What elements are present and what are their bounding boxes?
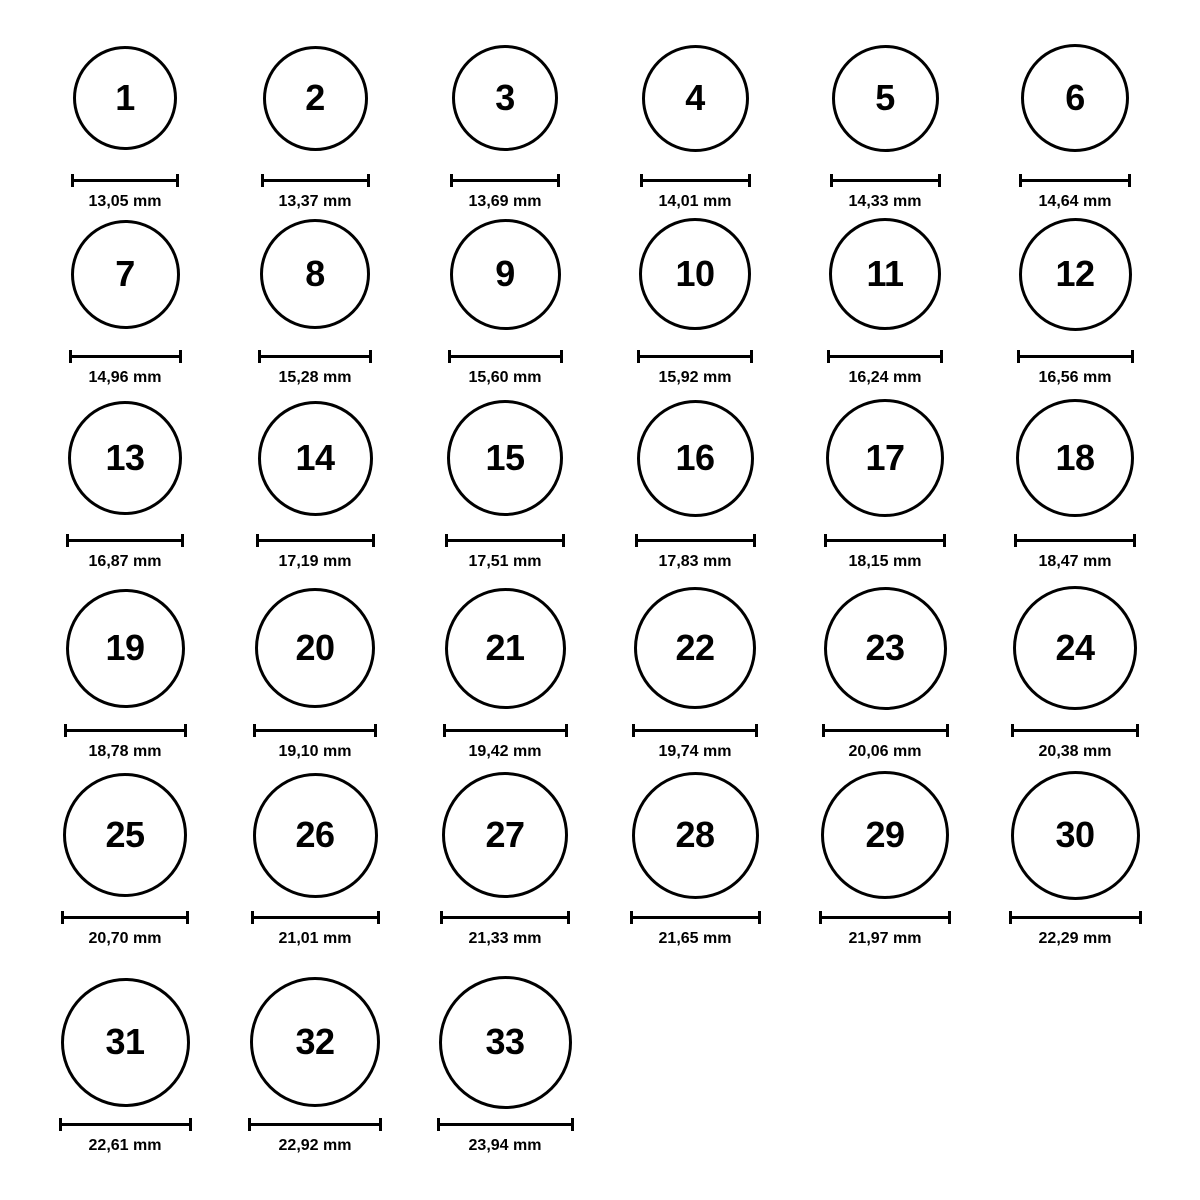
ring-circle-wrap xyxy=(1016,388,1134,528)
measure-cap-left xyxy=(258,350,261,363)
ring-circle xyxy=(632,772,759,899)
ring-circle-wrap xyxy=(68,388,182,528)
ring-size-cell xyxy=(790,28,980,210)
measure-line xyxy=(445,539,565,542)
ring-measure-bar xyxy=(437,1118,574,1130)
measure-line xyxy=(258,355,372,358)
ring-size-number: 23 xyxy=(865,627,905,668)
measure-line xyxy=(64,729,187,732)
measure-cap-left xyxy=(1014,534,1017,547)
ring-diameter-label: 22,92 mm xyxy=(278,1137,352,1154)
measure-cap-left xyxy=(437,1118,440,1131)
ring-diameter-label: 14,01 mm xyxy=(658,193,732,210)
ring-size-number: 26 xyxy=(295,814,335,855)
ring-measure-bar xyxy=(258,350,372,362)
ring-circle-wrap xyxy=(642,28,749,168)
measure-line xyxy=(71,179,179,182)
ring-diameter-label: 13,69 mm xyxy=(468,193,542,210)
ring-measure-bar xyxy=(1014,534,1136,546)
ring-size-number: 18 xyxy=(1055,437,1095,478)
ring-diameter-label: 14,33 mm xyxy=(848,193,922,210)
measure-cap-left xyxy=(1019,174,1022,187)
ring-circle-wrap xyxy=(637,388,754,528)
ring-measure-bar xyxy=(450,174,560,186)
ring-circle xyxy=(250,977,380,1107)
ring-measure-bar xyxy=(71,174,179,186)
ring-circle xyxy=(639,218,751,330)
measure-cap-right xyxy=(557,174,560,187)
measure-cap-right xyxy=(379,1118,382,1131)
measure-cap-left xyxy=(253,724,256,737)
ring-circle-wrap xyxy=(71,204,180,344)
ring-circle-wrap xyxy=(73,28,177,168)
measure-cap-left xyxy=(1017,350,1020,363)
measure-cap-left xyxy=(1011,724,1014,737)
ring-measure-bar xyxy=(1017,350,1134,362)
measure-cap-left xyxy=(822,724,825,737)
ring-diameter-label: 18,15 mm xyxy=(848,553,922,570)
measure-cap-left xyxy=(261,174,264,187)
measure-cap-right xyxy=(948,911,951,924)
measure-cap-right xyxy=(179,350,182,363)
measure-line xyxy=(450,179,560,182)
measure-cap-right xyxy=(758,911,761,924)
ring-size-cell xyxy=(410,972,600,1154)
measure-cap-right xyxy=(943,534,946,547)
measure-cap-left xyxy=(819,911,822,924)
ring-diameter-label: 21,33 mm xyxy=(468,930,542,947)
ring-circle xyxy=(73,46,177,150)
ring-circle-wrap xyxy=(66,578,185,718)
measure-cap-left xyxy=(632,724,635,737)
ring-diameter-label: 17,51 mm xyxy=(468,553,542,570)
ring-size-number: 3 xyxy=(495,77,515,118)
ring-circle xyxy=(263,46,368,151)
measure-line xyxy=(1019,179,1131,182)
ring-circle xyxy=(1011,771,1140,900)
ring-diameter-label: 14,96 mm xyxy=(88,369,162,386)
ring-circle-wrap xyxy=(821,765,949,905)
ring-circle-wrap xyxy=(263,28,368,168)
measure-cap-right xyxy=(750,350,753,363)
measure-line xyxy=(637,355,753,358)
ring-circle-wrap xyxy=(826,388,944,528)
measure-line xyxy=(640,179,751,182)
ring-diameter-label: 21,65 mm xyxy=(658,930,732,947)
ring-diameter-label: 18,78 mm xyxy=(88,743,162,760)
measure-cap-right xyxy=(176,174,179,187)
ring-circle xyxy=(824,587,947,710)
ring-circle xyxy=(61,978,190,1107)
measure-cap-left xyxy=(443,724,446,737)
ring-circle-wrap xyxy=(258,388,373,528)
ring-size-cell xyxy=(980,578,1170,760)
ring-circle-wrap xyxy=(832,28,939,168)
ring-circle xyxy=(634,587,756,709)
ring-diameter-label: 17,83 mm xyxy=(658,553,732,570)
ring-size-cell xyxy=(600,578,790,760)
ring-diameter-label: 21,01 mm xyxy=(278,930,352,947)
ring-measure-bar xyxy=(61,911,189,923)
ring-measure-bar xyxy=(66,534,184,546)
ring-circle-wrap xyxy=(447,388,563,528)
ring-diameter-label: 22,61 mm xyxy=(88,1137,162,1154)
ring-size-cell xyxy=(30,972,220,1154)
measure-cap-left xyxy=(635,534,638,547)
ring-circle-wrap xyxy=(829,204,941,344)
ring-circle-wrap xyxy=(61,972,190,1112)
ring-circle xyxy=(1016,399,1134,517)
ring-diameter-label: 20,06 mm xyxy=(848,743,922,760)
measure-cap-right xyxy=(372,534,375,547)
measure-line xyxy=(632,729,758,732)
ring-diameter-label: 16,56 mm xyxy=(1038,369,1112,386)
measure-line xyxy=(248,1123,382,1126)
ring-circle xyxy=(642,45,749,152)
ring-size-cell xyxy=(220,972,410,1154)
ring-size-number: 12 xyxy=(1055,253,1095,294)
ring-size-number: 2 xyxy=(305,77,325,118)
ring-diameter-label: 19,74 mm xyxy=(658,743,732,760)
ring-measure-bar xyxy=(1011,724,1139,736)
measure-cap-right xyxy=(189,1118,192,1131)
ring-circle-wrap xyxy=(1011,765,1140,905)
measure-cap-right xyxy=(181,534,184,547)
measure-cap-right xyxy=(560,350,563,363)
measure-line xyxy=(635,539,756,542)
ring-measure-bar xyxy=(445,534,565,546)
measure-line xyxy=(261,179,370,182)
ring-size-number: 31 xyxy=(105,1021,145,1062)
measure-cap-right xyxy=(748,174,751,187)
ring-measure-bar xyxy=(827,350,943,362)
ring-diameter-label: 19,42 mm xyxy=(468,743,542,760)
ring-size-cell xyxy=(980,28,1170,210)
measure-line xyxy=(630,916,761,919)
ring-measure-bar xyxy=(1019,174,1131,186)
measure-line xyxy=(59,1123,192,1126)
ring-circle xyxy=(832,45,939,152)
measure-cap-right xyxy=(1128,174,1131,187)
ring-size-cell xyxy=(980,765,1170,947)
ring-size-cell xyxy=(980,204,1170,386)
measure-line xyxy=(1009,916,1142,919)
measure-cap-left xyxy=(256,534,259,547)
measure-cap-left xyxy=(830,174,833,187)
measure-cap-right xyxy=(1133,534,1136,547)
ring-measure-bar xyxy=(630,911,761,923)
measure-line xyxy=(448,355,563,358)
measure-cap-left xyxy=(827,350,830,363)
ring-size-number: 20 xyxy=(295,627,335,668)
measure-cap-right xyxy=(938,174,941,187)
ring-circle xyxy=(637,400,754,517)
ring-size-number: 28 xyxy=(675,814,715,855)
ring-size-number: 5 xyxy=(875,77,895,118)
measure-cap-right xyxy=(753,534,756,547)
ring-size-cell xyxy=(410,388,600,570)
ring-measure-bar xyxy=(59,1118,192,1130)
ring-size-number: 17 xyxy=(865,437,905,478)
ring-size-number: 25 xyxy=(105,814,145,855)
ring-circle-wrap xyxy=(445,578,566,718)
ring-diameter-label: 20,38 mm xyxy=(1038,743,1112,760)
ring-circle xyxy=(258,401,373,516)
measure-line xyxy=(819,916,951,919)
ring-circle-wrap xyxy=(639,204,751,344)
ring-diameter-label: 19,10 mm xyxy=(278,743,352,760)
measure-cap-left xyxy=(1009,911,1012,924)
ring-size-cell xyxy=(790,578,980,760)
ring-measure-bar xyxy=(261,174,370,186)
ring-measure-bar xyxy=(632,724,758,736)
ring-measure-bar xyxy=(69,350,182,362)
ring-size-number: 24 xyxy=(1055,627,1095,668)
ring-measure-bar xyxy=(256,534,375,546)
ring-diameter-label: 20,70 mm xyxy=(88,930,162,947)
ring-measure-bar xyxy=(1009,911,1142,923)
measure-line xyxy=(66,539,184,542)
measure-cap-left xyxy=(824,534,827,547)
ring-measure-bar xyxy=(253,724,377,736)
measure-cap-right xyxy=(1131,350,1134,363)
measure-line xyxy=(440,916,570,919)
ring-size-cell xyxy=(30,204,220,386)
measure-cap-left xyxy=(630,911,633,924)
ring-diameter-label: 15,28 mm xyxy=(278,369,352,386)
ring-measure-bar xyxy=(248,1118,382,1130)
measure-cap-right xyxy=(562,534,565,547)
ring-size-number: 32 xyxy=(295,1021,335,1062)
ring-circle-wrap xyxy=(63,765,187,905)
ring-measure-bar xyxy=(824,534,946,546)
ring-diameter-label: 16,24 mm xyxy=(848,369,922,386)
ring-circle xyxy=(826,399,944,517)
ring-circle-wrap xyxy=(250,972,380,1112)
ring-diameter-label: 23,94 mm xyxy=(468,1137,542,1154)
measure-cap-left xyxy=(64,724,67,737)
ring-circle xyxy=(450,219,561,330)
measure-cap-left xyxy=(440,911,443,924)
ring-size-number: 14 xyxy=(295,437,335,478)
ring-diameter-label: 18,47 mm xyxy=(1038,553,1112,570)
ring-circle xyxy=(1019,218,1132,331)
ring-size-number: 21 xyxy=(485,627,525,668)
measure-cap-left xyxy=(248,1118,251,1131)
ring-size-cell xyxy=(220,388,410,570)
measure-line xyxy=(443,729,568,732)
ring-size-number: 27 xyxy=(485,814,525,855)
ring-size-cell xyxy=(30,765,220,947)
ring-size-number: 8 xyxy=(305,253,325,294)
ring-measure-bar xyxy=(635,534,756,546)
ring-circle xyxy=(829,218,941,330)
ring-circle-wrap xyxy=(1013,578,1137,718)
ring-size-cell xyxy=(980,388,1170,570)
ring-size-cell xyxy=(410,204,600,386)
ring-size-cell xyxy=(220,28,410,210)
ring-circle xyxy=(447,400,563,516)
measure-cap-left xyxy=(450,174,453,187)
measure-cap-left xyxy=(640,174,643,187)
ring-size-cell xyxy=(600,204,790,386)
ring-size-cell xyxy=(220,578,410,760)
ring-circle xyxy=(1013,586,1137,710)
ring-circle xyxy=(821,771,949,899)
measure-cap-right xyxy=(369,350,372,363)
ring-circle xyxy=(445,588,566,709)
ring-circle xyxy=(452,45,558,151)
ring-circle xyxy=(260,219,370,329)
ring-size-cell xyxy=(410,578,600,760)
ring-size-cell xyxy=(220,765,410,947)
ring-circle xyxy=(63,773,187,897)
ring-size-cell xyxy=(410,765,600,947)
ring-size-cell xyxy=(790,765,980,947)
measure-line xyxy=(1014,539,1136,542)
ring-circle xyxy=(71,220,180,329)
ring-size-number: 30 xyxy=(1055,814,1095,855)
ring-size-cell xyxy=(30,578,220,760)
ring-measure-bar xyxy=(822,724,949,736)
ring-size-number: 15 xyxy=(485,437,525,478)
ring-circle-wrap xyxy=(439,972,572,1112)
measure-cap-right xyxy=(571,1118,574,1131)
measure-cap-left xyxy=(448,350,451,363)
measure-cap-right xyxy=(184,724,187,737)
ring-circle xyxy=(439,976,572,1109)
ring-circle xyxy=(255,588,375,708)
measure-cap-left xyxy=(445,534,448,547)
measure-line xyxy=(69,355,182,358)
measure-cap-right xyxy=(567,911,570,924)
ring-measure-bar xyxy=(830,174,941,186)
measure-line xyxy=(824,539,946,542)
measure-line xyxy=(251,916,380,919)
ring-measure-bar xyxy=(440,911,570,923)
measure-line xyxy=(256,539,375,542)
ring-size-number: 10 xyxy=(675,253,715,294)
ring-size-number: 33 xyxy=(485,1021,525,1062)
ring-diameter-label: 13,05 mm xyxy=(88,193,162,210)
ring-size-number: 4 xyxy=(685,77,705,118)
measure-cap-left xyxy=(71,174,74,187)
ring-circle-wrap xyxy=(452,28,558,168)
ring-size-cell xyxy=(790,204,980,386)
ring-size-number: 9 xyxy=(495,253,515,294)
measure-cap-left xyxy=(69,350,72,363)
ring-circle-wrap xyxy=(632,765,759,905)
ring-circle xyxy=(1021,44,1129,152)
measure-cap-left xyxy=(59,1118,62,1131)
measure-cap-right xyxy=(377,911,380,924)
ring-size-cell xyxy=(600,388,790,570)
ring-circle-wrap xyxy=(260,204,370,344)
ring-circle-wrap xyxy=(824,578,947,718)
ring-circle xyxy=(442,772,568,898)
measure-cap-right xyxy=(1136,724,1139,737)
ring-size-cell xyxy=(410,28,600,210)
ring-measure-bar xyxy=(251,911,380,923)
ring-size-number: 29 xyxy=(865,814,905,855)
ring-diameter-label: 14,64 mm xyxy=(1038,193,1112,210)
measure-cap-right xyxy=(755,724,758,737)
ring-size-cell xyxy=(600,28,790,210)
ring-measure-bar xyxy=(640,174,751,186)
ring-size-number: 22 xyxy=(675,627,715,668)
ring-circle xyxy=(253,773,378,898)
ring-circle xyxy=(66,589,185,708)
measure-cap-right xyxy=(374,724,377,737)
ring-measure-bar xyxy=(443,724,568,736)
ring-measure-bar xyxy=(637,350,753,362)
measure-cap-right xyxy=(367,174,370,187)
measure-cap-right xyxy=(186,911,189,924)
ring-circle-wrap xyxy=(442,765,568,905)
ring-circle-wrap xyxy=(255,578,375,718)
ring-diameter-label: 21,97 mm xyxy=(848,930,922,947)
measure-line xyxy=(822,729,949,732)
ring-size-number: 19 xyxy=(105,627,145,668)
ring-diameter-label: 13,37 mm xyxy=(278,193,352,210)
ring-measure-bar xyxy=(819,911,951,923)
ring-diameter-label: 15,60 mm xyxy=(468,369,542,386)
ring-diameter-label: 17,19 mm xyxy=(278,553,352,570)
measure-cap-right xyxy=(946,724,949,737)
ring-size-cell xyxy=(30,28,220,210)
ring-size-cell xyxy=(600,765,790,947)
measure-line xyxy=(1017,355,1134,358)
measure-cap-left xyxy=(251,911,254,924)
ring-circle xyxy=(68,401,182,515)
ring-size-number: 11 xyxy=(866,253,904,294)
measure-cap-left xyxy=(637,350,640,363)
ring-size-cell xyxy=(30,388,220,570)
measure-cap-right xyxy=(565,724,568,737)
ring-circle-wrap xyxy=(634,578,756,718)
measure-cap-right xyxy=(940,350,943,363)
measure-line xyxy=(1011,729,1139,732)
ring-circle-wrap xyxy=(1019,204,1132,344)
ring-circle-wrap xyxy=(1021,28,1129,168)
ring-circle-wrap xyxy=(253,765,378,905)
ring-diameter-label: 22,29 mm xyxy=(1038,930,1112,947)
ring-size-number: 13 xyxy=(105,437,145,478)
measure-line xyxy=(61,916,189,919)
ring-diameter-label: 15,92 mm xyxy=(658,369,732,386)
ring-diameter-label: 16,87 mm xyxy=(88,553,162,570)
measure-line xyxy=(830,179,941,182)
measure-cap-left xyxy=(66,534,69,547)
measure-line xyxy=(253,729,377,732)
measure-line xyxy=(827,355,943,358)
ring-measure-bar xyxy=(448,350,563,362)
ring-size-number: 6 xyxy=(1065,77,1085,118)
ring-size-cell xyxy=(220,204,410,386)
measure-line xyxy=(437,1123,574,1126)
ring-circle-wrap xyxy=(450,204,561,344)
measure-cap-left xyxy=(61,911,64,924)
measure-cap-right xyxy=(1139,911,1142,924)
ring-size-cell xyxy=(790,388,980,570)
ring-size-number: 7 xyxy=(115,253,135,294)
ring-size-number: 1 xyxy=(115,77,135,118)
ring-measure-bar xyxy=(64,724,187,736)
ring-size-number: 16 xyxy=(675,437,715,478)
